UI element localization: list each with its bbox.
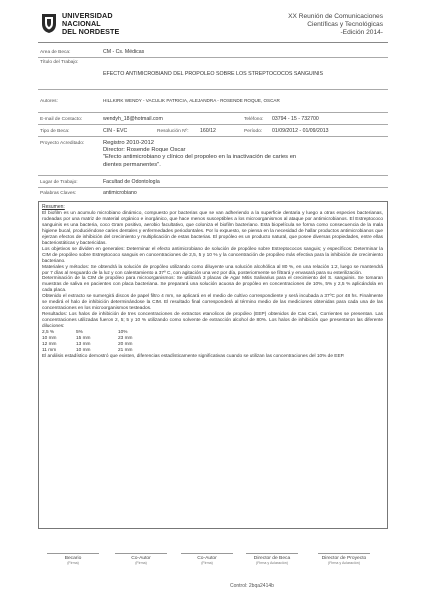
university-line-3: DEL NORDESTE — [62, 27, 120, 37]
resumen-paragraph: El biofilm es un acumulo microbiano dinámico, compuesto por bacterias que se van adheriendo a la superficie dentaria y luego a otras especies bacterianas, rodeadas por una matriz de material orgánico e inorgánico, que hace menos susceptibles a los microorganismos al ataque por antimicrobianos. El Estreptococo sanguinis es una bacteria, coco Gram positivo, aerobio facultativo, que coloniza el biofilm bacteriano. Esta biopelícula se forma como consecuencia de la mala higiene bucal, produciéndose caries dentales y enfermedades periodontales. Por lo expuesto, se piensa en la necesidad de hallar productos antimicrobianos que ejerzan efectos de inhibición del crecimiento y multiplicación de estas bacterias. El propóleo es un producto natural, que posee diversas propiedades, entre ellas bacteriostáticas y bactericidas. — [42, 211, 383, 246]
lugar-label: Lugar de Trabajo: — [40, 180, 78, 185]
proyecto-value — [103, 140, 373, 169]
lugar-value: Facultad de Odontología — [103, 179, 160, 185]
signature-note: (Firma) — [67, 561, 79, 566]
divider — [38, 187, 388, 188]
signature-note: (Firma y Aclaración) — [256, 561, 288, 566]
table-cell: 10 mm — [42, 336, 57, 342]
proyecto-line: "Efecto antimicrobiano y clínico del propoleo en la inactivación de caries en — [103, 154, 297, 161]
email-label: E-mail de Contacto: — [40, 117, 83, 122]
proyecto-line: dientes permanentes". — [103, 161, 161, 168]
divider — [38, 136, 388, 137]
titulo-value: EFECTO ANTIMICROBIANO DEL PROPOLEO SOBRE LOS STREPTOCOCOS SANGUINIS — [103, 71, 324, 77]
email-value: wendyh_18@hotmail.com — [103, 116, 163, 122]
resumen-paragraph: Materiales y métodos: Se obtendrá la solución de propóleo utilizando como diluyente una solución alcohólica al 80 %, en una relación 1:2, luego se mantendrá por 7 días al resguardo de la luz y con calentamiento a 37º C, con agitación una vez por día, posteriormente se filtrará y envasará para su esterilización. — [42, 264, 383, 276]
university-line-2: NACIONAL — [62, 19, 101, 29]
divider — [38, 57, 388, 58]
university-name — [62, 12, 119, 37]
signature-role: Director de Beca — [253, 555, 291, 561]
table-cell: 5% — [76, 330, 83, 336]
table-cell: 10 mm — [76, 347, 91, 353]
autores-value: HILLKIRK WENDY - VACULIK PATRICIA, ALEJANDRA - ROSENDE ROQUE, OSCAR — [103, 98, 280, 103]
divider — [38, 175, 388, 176]
event-line-3: -Edición 2014- — [340, 29, 383, 36]
area-value: CM - Cs. Médicas — [103, 49, 145, 55]
signature-note: (Firma) — [135, 561, 147, 566]
table-cell: 13 mm — [76, 341, 91, 347]
table-cell: 15 mm — [76, 336, 91, 342]
event-title — [288, 13, 383, 37]
divider — [38, 89, 388, 90]
signature-note: (Firma) — [201, 561, 213, 566]
table-cell: 21 mm — [118, 347, 133, 353]
signature-line — [318, 553, 370, 554]
control-code: Control: 2bqa2414b — [230, 583, 274, 589]
table-cell: 23 mm — [118, 336, 133, 342]
telefono-value: 03794 - 15 - 732700 — [272, 116, 319, 122]
signature-director-proyecto — [314, 553, 374, 565]
signature-coautor-2 — [177, 553, 237, 565]
resumen-paragraph: Resultados: Los halos de inhibición de tres concentraciones de extractos etanolicos de propóleo (EEP) obtenidos de Cas Cari, Corrientes se presentan. Las concentraciones utilizadas fueron 2, 5; 5 y 10 % utilizando como solvente de extracción alcohol de 80%. Los halos de inhibición que presentaron las diferente diluciones: — [42, 312, 383, 330]
autores-label: Autores: — [40, 99, 58, 104]
signature-becario — [43, 553, 103, 565]
event-line-2: Científicas y Tecnológicas — [307, 21, 383, 28]
resumen-paragraph: Determinación de la CIM de propóleo para microorganismos: Se utilizará 3 placas de Agar Mitis Salivarius para el crecimiento del S. sanguinis. Se tomaran muestras de saliva en pacientes con placa bacteriana. Se preparará una solución acuosa de propóleo en concentraciones de 10%, 5% y 2,5 % aplicándola en cada placa. — [42, 276, 383, 294]
divider — [38, 112, 388, 113]
table-cell: 11 mm — [42, 347, 57, 353]
signature-line — [47, 553, 99, 554]
resolucion-value: 160/12 — [200, 128, 216, 134]
proyecto-line: Registro 2010-2012 — [103, 140, 154, 146]
signature-coautor-1 — [111, 553, 171, 565]
signature-line — [181, 553, 233, 554]
periodo-label: Período: — [244, 129, 263, 134]
signature-director-beca — [242, 553, 302, 565]
proyecto-label: Proyecto Acreditado: — [40, 141, 85, 146]
university-logo-icon — [40, 12, 58, 34]
resumen-title: Resumen: — [42, 204, 65, 210]
table-cell: 20 mm — [118, 341, 133, 347]
resolucion-label: Resolución Nº: — [157, 129, 189, 134]
proyecto-line: Director: Rosende Roque Oscar — [103, 147, 186, 154]
telefono-label: Teléfono: — [244, 117, 264, 122]
signature-line — [246, 553, 298, 554]
resumen-paragraph: El análisis estadístico demostró que existen, diferencias estadísticamente significativas cuando se utilizan las concentraciones del 10% de EEP. — [42, 353, 345, 359]
header-divider — [38, 42, 388, 43]
palabras-value: antimicrobiano — [103, 190, 137, 196]
resumen-paragraph: Obtenido el extracto se sumergirá discos de papel filtro 4 mm, se aplicará en el medio de cultivo correspondiente y será incubada a 37ºC por 48 hs. Finalmente se medirá el halo de inhibición determinándose la CIM. El resultado final corresponderá al término medio de las mediciones obtenidas para cada una de las concentraciones en los microorganismos testeados. — [42, 294, 383, 312]
event-line-1: XX Reunión de Comunicaciones — [288, 13, 383, 20]
tipo-value: CIN - EVC — [103, 128, 128, 134]
titulo-label: Título del Trabajo: — [40, 60, 79, 65]
signature-note: (Firma y Aclaración) — [328, 561, 360, 566]
area-label: Area de Beca: — [40, 50, 71, 55]
signature-role: Becario — [64, 555, 82, 561]
table-cell: 12 mm — [42, 341, 57, 347]
resumen-body — [42, 211, 383, 360]
signature-role: Co-Autor — [131, 555, 151, 561]
periodo-value: 01/09/2012 - 01/09/2013 — [272, 128, 329, 134]
resumen-paragraph: Los objetivos se dividen en generales: Determinar el efecto antimicrobiano de solución de propóleo sobre Estreptococos sanguis; y específicos: Determinar la CIM de propóleo sobre Estreptococo sanguis en concentraciones de 2,5, 5 y 10 % y la concentración de propóleo más efectiva para la inhibición de crecimiento bacteriano. — [42, 246, 383, 264]
palabras-label: Palabras Claves: — [40, 191, 77, 196]
divider — [38, 124, 388, 125]
tipo-label: Tipo de Beca: — [40, 129, 70, 134]
table-cell: 10% — [118, 330, 128, 336]
university-line-1: UNIVERSIDAD — [62, 11, 113, 20]
signature-role: Director de Proyecto — [321, 555, 367, 561]
table-cell: 2,5 % — [42, 330, 55, 336]
results-table — [42, 330, 383, 354]
signature-line — [115, 553, 167, 554]
signature-role: Co-Autor — [197, 555, 217, 561]
